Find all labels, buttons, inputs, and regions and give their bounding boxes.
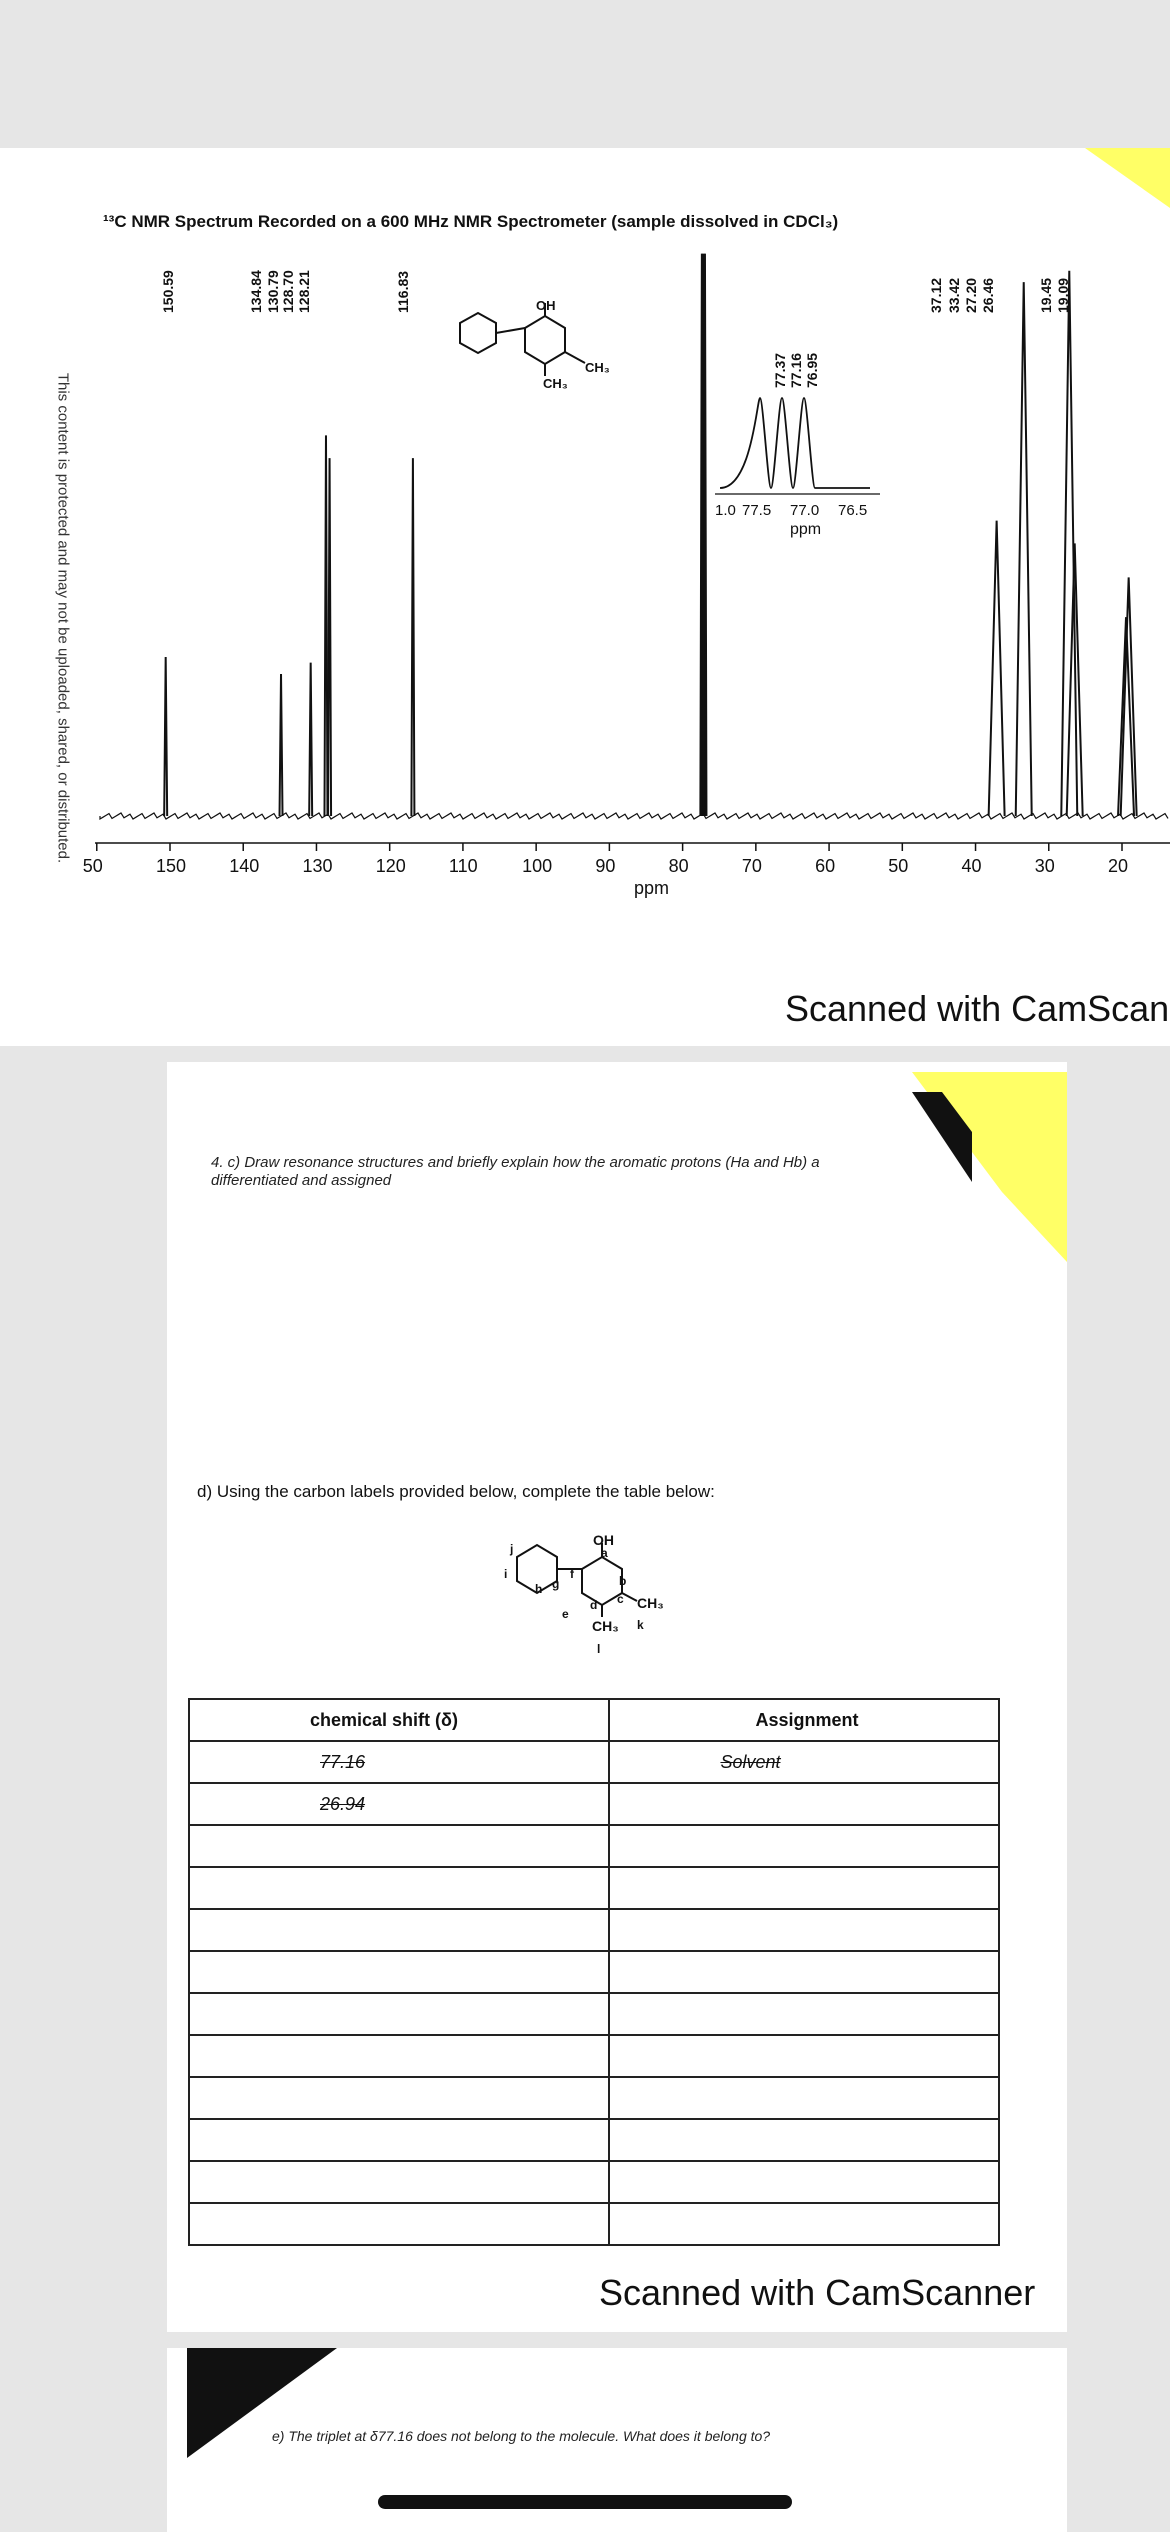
peak-label: 150.59 [160,270,176,313]
carbon-label: b [619,1574,627,1588]
x-axis-tick-label: 60 [815,856,836,876]
shift-cell[interactable] [189,1825,609,1867]
table-row [189,1993,999,2035]
table-row [189,1783,999,1825]
peak-label: 128.70 [280,270,296,313]
home-indicator[interactable] [378,2495,792,2509]
assignment-cell[interactable] [609,1909,999,1951]
table-row [189,2119,999,2161]
table-row [189,1867,999,1909]
table-row [189,1741,999,1783]
table-row [189,1951,999,1993]
molecule-structure-1 [460,303,585,376]
inset-tick-label: 77.5 [742,502,772,519]
shift-cell[interactable] [189,1867,609,1909]
x-axis-tick-label: 30 [1034,856,1055,876]
x-axis-tick-label: 20 [1108,856,1129,876]
scan-watermark-1: Scanned with CamScan [785,988,1170,1029]
peak-label: 27.20 [963,277,979,313]
shift-cell[interactable] [189,2077,609,2119]
peak-label: 37.12 [928,277,944,313]
peak-label: 130.79 [265,270,281,313]
protection-notice-text: This content is protected and may not be uploaded, shared, or distributed. [54,372,72,864]
spectrum-page [0,148,1170,1046]
molecule-ch3-ring-label: CH₃ [585,360,610,375]
table-row [189,1825,999,1867]
assignment-cell[interactable] [609,2077,999,2119]
x-axis-tick-label: 110 [448,856,478,876]
assignment-cell[interactable] [609,2161,999,2203]
spectrum-peak [411,458,414,816]
assignment-cell[interactable] [609,1993,999,2035]
inset-tick-label: 77.0 [790,502,820,519]
x-axis-tick-label: 130 [302,856,333,876]
shift-cell[interactable] [189,1909,609,1951]
assignment-cell[interactable] [609,2119,999,2161]
question-c-line1: 4. c) Draw resonance structures and briefly explain how the aromatic protons (Ha and Hb) a [211,1154,820,1171]
molecule2-oh-label: OH [593,1532,614,1548]
assignment-cell[interactable] [609,1951,999,1993]
peak-label: 33.42 [946,277,962,313]
inset-axis-label: ppm [790,521,822,538]
carbon-label: l [597,1642,601,1656]
shift-cell[interactable] [189,1951,609,1993]
spectrum-peak [309,663,312,816]
highlighter-mark-2 [912,1072,1067,1262]
shift-cell[interactable]: 26.94 [189,1783,609,1825]
spectrum-peak [324,435,327,816]
assignment-cell[interactable] [609,1783,999,1825]
carbon-label: f [570,1567,574,1581]
carbon-label: c [617,1592,624,1606]
worksheet-page [167,1062,1067,2332]
header-assignment: Assignment [609,1699,999,1741]
carbon-label: e [562,1607,569,1621]
scan-watermark-2: Scanned with CamScanner [599,2272,1036,2313]
molecule2-ch3-k-label: CH₃ [637,1595,664,1611]
shift-cell[interactable] [189,2035,609,2077]
molecule-structure-2 [497,1517,737,1697]
table-row [189,2161,999,2203]
peak-label: 116.83 [395,270,411,313]
carbon-label: d [590,1598,598,1612]
assignment-cell[interactable] [609,1825,999,1867]
peak-label: 77.37 [772,352,788,388]
shift-cell[interactable] [189,2203,609,2245]
x-axis-tick-label: 150 [156,856,187,876]
molecule2-ch3-l-label: CH₃ [592,1618,619,1634]
shift-cell[interactable] [189,2119,609,2161]
question-e: e) The triplet at δ77.16 does not belong to the molecule. What does it belong to? [272,2428,771,2444]
question-d: d) Using the carbon labels provided below, complete the table below: [197,1482,715,1501]
spectrum-peak [328,458,331,816]
assignment-table [188,1698,1000,2246]
carbon-label: j [510,1542,514,1556]
peak-label: 19.45 [1038,277,1054,313]
molecule-ch3-bottom-label: CH₃ [543,376,568,391]
carbon-label: g [552,1577,560,1591]
spectrum-baseline [100,813,1168,819]
peak-label: 134.84 [248,270,264,313]
assignment-cell[interactable]: Solvent [609,1741,999,1783]
x-axis-tick-label: 80 [668,856,689,876]
table-row [189,2035,999,2077]
header-chemical-shift: chemical shift (δ) [189,1699,609,1741]
inset-tick-label: 76.5 [838,502,868,519]
spectrum-title: ¹³C NMR Spectrum Recorded on a 600 MHz NMR Spectrometer (sample dissolved in CDCl₃) [103,212,839,231]
assignment-cell[interactable] [609,1867,999,1909]
x-axis-tick-label: 140 [229,856,260,876]
axis-label: ppm [634,878,670,898]
x-axis-tick-label: 90 [595,856,616,876]
x-axis-tick-label: 40 [961,856,982,876]
spectrum-peak [280,674,283,816]
peak-label: 19.09 [1055,277,1071,313]
spectrum-peak [164,657,167,816]
x-axis-tick-label: 50 [888,856,909,876]
inset-tick-label: 1.0 [715,502,736,519]
assignment-cell[interactable] [609,2203,999,2245]
spectrum-peak [1016,282,1032,816]
molecule-oh-label: OH [536,298,556,313]
x-axis-tick-label: 50 [82,856,103,876]
x-axis-tick-label: 100 [522,856,553,876]
table-header-row [189,1699,999,1741]
peak-label: 128.21 [296,270,312,313]
table-row [189,1909,999,1951]
carbon-label: i [504,1567,508,1581]
carbon-label: h [535,1582,543,1596]
spectrum-peak [989,521,1005,816]
peak-label: 77.16 [788,352,804,388]
question-c-line2: differentiated and assigned [211,1172,392,1189]
x-axis-tick-label: 120 [375,856,406,876]
peak-label: 26.46 [980,277,996,313]
table-row [189,2077,999,2119]
carbon-label: a [601,1546,608,1560]
shift-cell[interactable] [189,1993,609,2035]
carbon-label: k [637,1618,644,1632]
shift-cell[interactable]: 77.16 [189,1741,609,1783]
shift-cell[interactable] [189,2161,609,2203]
table-row [189,2203,999,2245]
assignment-cell[interactable] [609,2035,999,2077]
x-axis-tick-label: 70 [741,856,762,876]
inset-triplet [720,398,870,488]
peak-label: 76.95 [804,352,820,388]
